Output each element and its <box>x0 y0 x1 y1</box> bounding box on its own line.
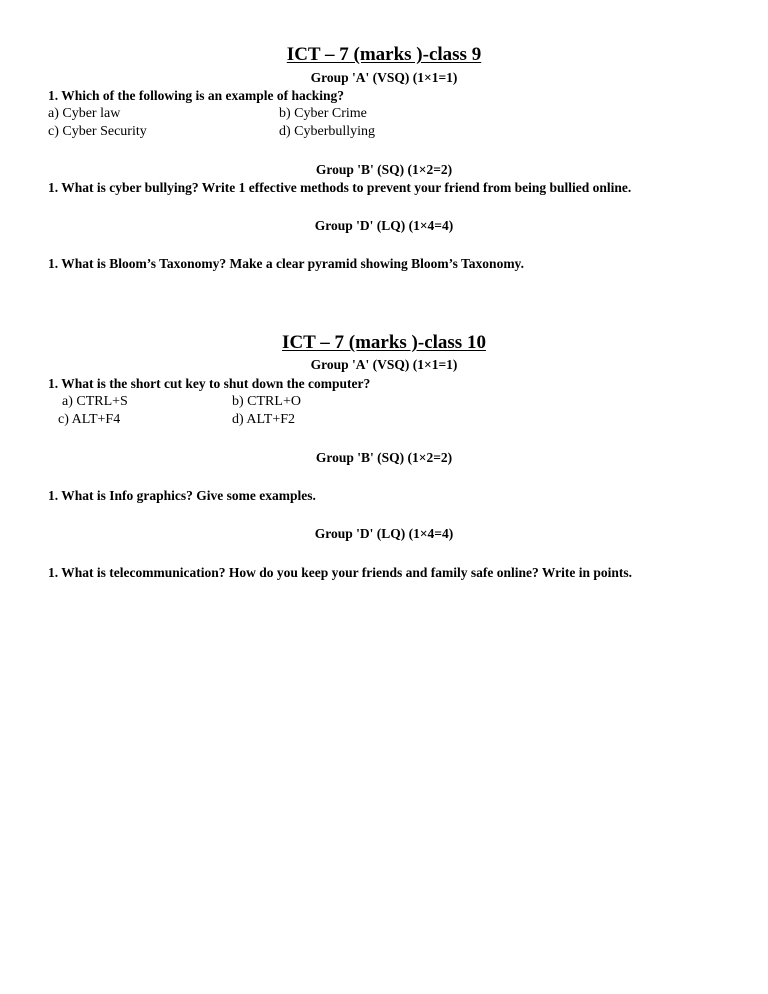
class10-group-a-question: 1. What is the short cut key to shut down the computer? <box>48 376 371 391</box>
class10-option-c: c) ALT+F4 <box>58 412 121 427</box>
class10-group-d-heading: Group 'D' (LQ) (1×4=4) <box>314 526 454 541</box>
class10-title: ICT – 7 (marks )-class 10 <box>282 332 486 353</box>
class9-group-d-question: 1. What is Bloom’s Taxonomy? Make a clear pyramid showing Bloom’s Taxonomy. <box>48 256 524 271</box>
class10-group-a-heading: Group 'A' (VSQ) (1×1=1) <box>310 357 458 372</box>
class10-group-b-question: 1. What is Info graphics? Give some examples. <box>48 488 316 503</box>
class9-title: ICT – 7 (marks )-class 9 <box>286 44 482 65</box>
class9-option-b: b) Cyber Crime <box>279 106 367 121</box>
class9-option-c: c) Cyber Security <box>48 124 147 139</box>
class9-option-d: d) Cyberbullying <box>279 124 376 139</box>
class9-group-b-heading: Group 'B' (SQ) (1×2=2) <box>315 162 453 177</box>
class10-option-a: a) CTRL+S <box>62 394 128 409</box>
class10-option-b: b) CTRL+O <box>232 394 301 409</box>
class10-group-b-heading: Group 'B' (SQ) (1×2=2) <box>315 450 453 465</box>
class10-option-d: d) ALT+F2 <box>232 412 295 427</box>
class9-group-a-heading: Group 'A' (VSQ) (1×1=1) <box>310 70 458 85</box>
class9-group-b-question: 1. What is cyber bullying? Write 1 effective methods to prevent your friend from being bullied online. <box>48 180 632 195</box>
class9-group-d-heading: Group 'D' (LQ) (1×4=4) <box>314 218 454 233</box>
class9-option-a: a) Cyber law <box>48 106 121 121</box>
class10-group-d-question: 1. What is telecommunication? How do you keep your friends and family safe online? Write in points. <box>48 565 633 580</box>
class9-group-a-question: 1. Which of the following is an example of hacking? <box>48 88 345 103</box>
